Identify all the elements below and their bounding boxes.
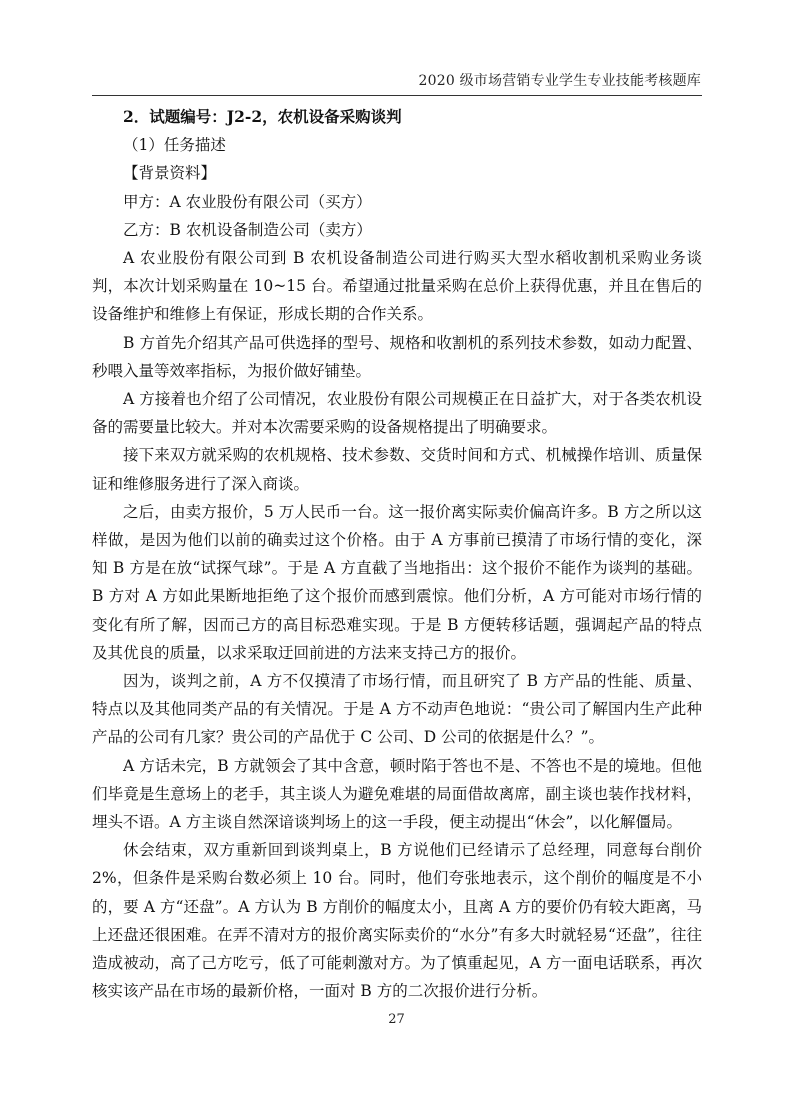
paragraph: 因为，谈判之前，A 方不仅摸清了市场行情，而且研究了 B 方产品的性能、质量、特点以及其他同类产品的有关情况。于是 A 方不动声色地说：“贵公司了解国内生产此种产品的公司有几家？贵公司的产品优于 C 公司、D 公司的依据是什么？”。 <box>92 672 702 747</box>
page-number: 27 <box>388 1012 405 1027</box>
task-description-label: （1）任务描述 <box>123 136 226 155</box>
document-body <box>92 103 702 1006</box>
party-b-line: 乙方：B 农机设备制造公司（卖方） <box>123 220 372 239</box>
running-header: 2020 级市场营销专业学生专业技能考核题库 <box>418 73 701 89</box>
paragraph: A 农业股份有限公司到 B 农机设备制造公司进行购买大型水稻收割机采购业务谈判，本次计划采购量在 10~15 台。希望通过批量采购在总价上获得优惠，并且在售后的设备维护和维修上有保证，形成长期的合作关系。 <box>92 249 702 324</box>
paragraph: A 方接着也介绍了公司情况，农业股份有限公司规模正在日益扩大，对于各类农机设备的需要量比较大。并对本次需要采购的设备规格提出了明确要求。 <box>92 390 702 437</box>
background-label: 【背景资料】 <box>123 164 217 183</box>
paragraph: A 方话未完，B 方就领会了其中含意，顿时陷于答也不是、不答也不是的境地。但他们毕竟是生意场上的老手，其主谈人为避免难堪的局面借故离席，副主谈也装作找材料，埋头不语。A 方主谈自然深谙谈判场上的这一手段，便主动提出“休会”，以化解僵局。 <box>92 756 702 832</box>
header-divider <box>92 95 702 96</box>
paragraph: 接下来双方就采购的农机规格、技术参数、交货时间和方式、机械操作培训、质量保证和维修服务进行了深入商谈。 <box>92 446 702 493</box>
section-title: 2．试题编号：J2-2，农机设备采购谈判 <box>123 107 402 126</box>
paragraph: 休会结束，双方重新回到谈判桌上，B 方说他们已经请示了总经理，同意每台削价 2%，但条件是采购台数必须上 10 台。同时，他们夸张地表示，这个削价的幅度是不小的，要 A 方“还盘”。A 方认为 B 方削价的幅度太小，且离 A 方的要价仍有较大距离，马上还盘还很困难。在弄不清对方的报价离实际卖价的“水分”有多大时就轻易“还盘”，往往造成被动，高了己方吃亏，低了可能刺激对方。为了慎重起见，A 方一面电话联系，再次核实该产品在市场的最新价格，一面对 B 方的二次报价进行分析。 <box>92 841 702 1001</box>
paragraph: 之后，由卖方报价，5 万人民币一台。这一报价离实际卖价偏高许多。B 方之所以这样做，是因为他们以前的确卖过这个价格。由于 A 方事前已摸清了市场行情的变化，深知 B 方是在放“试探气球”。于是 A 方直截了当地指出：这个报价不能作为谈判的基础。B 方对 A 方如此果断地拒绝了这个报价而感到震惊。他们分析，A 方可能对市场行情的变化有所了解，因而己方的高目标恐难实现。于是 B 方便转移话题，强调起产品的特点及其优良的质量，以求采取迂回前进的方法来支持己方的报价。 <box>92 502 702 662</box>
paragraph: B 方首先介绍其产品可供选择的型号、规格和收割机的系列技术参数，如动力配置、秒喂入量等效率指标，为报价做好铺垫。 <box>92 333 702 380</box>
party-a-line: 甲方：A 农业股份有限公司（买方） <box>123 192 372 211</box>
